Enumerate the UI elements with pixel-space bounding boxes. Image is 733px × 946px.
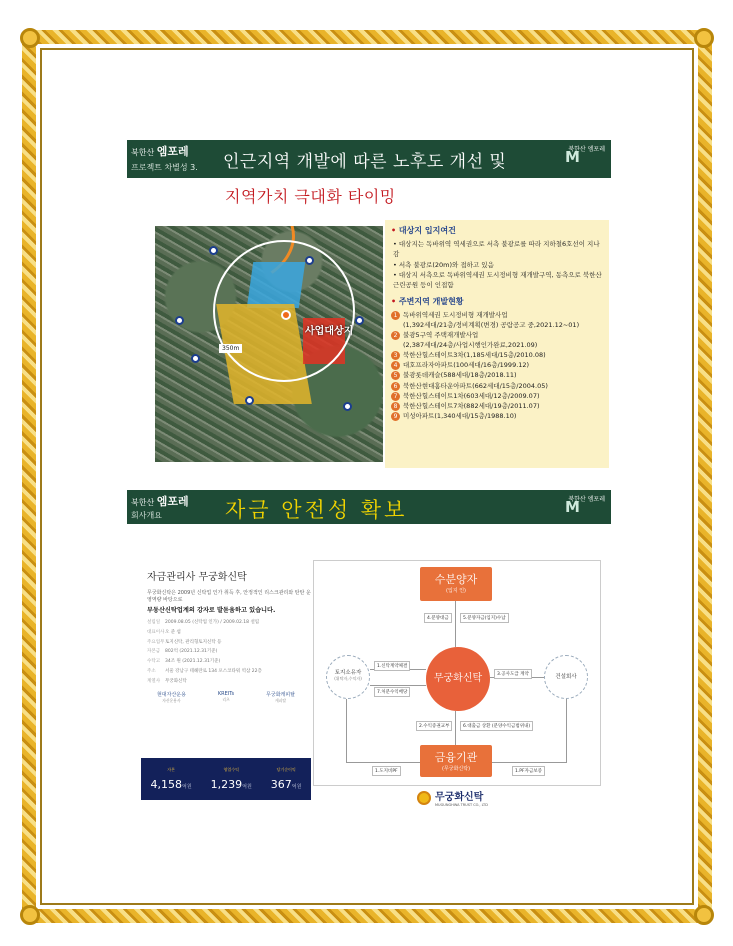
flow-label: 7.처분수익배당 (374, 687, 410, 697)
arrow (492, 762, 566, 763)
project-item: 1 독바위역세권 도시정비형 재개발사업 (391, 310, 603, 320)
project-item: 5 불광롯데캐슬(588세대/18층/2018.11) (391, 370, 603, 380)
slide-subtitle: 지역가치 극대화 타이밍 (225, 187, 396, 206)
slide-title: 인근지역 개발에 따른 노후도 개선 및 (223, 152, 507, 172)
company-desc: 무궁화신탁은 2009년 신탁업 인가 취득 후, 안정적인 리스크관리와 탄탄 운영역량 바탕으로 (147, 590, 311, 603)
info-row: 계열사 무궁화신탁 (147, 678, 187, 684)
flow-label: 1.신탁계약체결 (374, 661, 410, 671)
project-item: 6 북한산현대홈타운아파트(662세대/15층/2004.05) (391, 381, 603, 391)
map-pin-icon (191, 354, 200, 363)
arrow (370, 685, 426, 686)
info-heading: • 주변지역 개발현황 (391, 296, 464, 306)
flow-label: 4.분양대금 (424, 613, 452, 623)
info-panel (385, 220, 609, 468)
slide-location (127, 140, 611, 470)
project-item: 3 북한산힐스테이트3차(1,185세대/15층/2010.08) (391, 350, 603, 360)
info-row: 자본금 802억 (2021.12.31기준) (147, 649, 218, 655)
affiliate-logo: KREITs 리츠 (217, 691, 235, 703)
brand-logo: M 북한산 엠포레 (565, 496, 605, 516)
map-pin-icon (355, 316, 364, 325)
company-tagline: 부동산신탁업계의 강자로 발돋움하고 있습니다. (147, 607, 276, 614)
map-pin-icon (245, 396, 254, 405)
project-item: 2 불광5구역 주택재개발사업 (391, 330, 603, 340)
project-item: 4 대호프라자아파트(100세대/16층/1999.12) (391, 360, 603, 370)
brand: 북한산 엠포레 (131, 495, 189, 508)
map-pin-icon (305, 256, 314, 265)
slide-banner (127, 140, 611, 178)
frame-corner (20, 905, 40, 925)
flow-label: 2.수익증권교부 (416, 721, 452, 731)
arrow (566, 699, 567, 763)
condition-item: • 대상지 서측으로 독바위역세권 도시정비형 재개발구역, 동측으로 북한산 근린공원 등이 인접함 (393, 270, 602, 289)
company-info-table (141, 620, 311, 685)
stats-bar (141, 758, 311, 800)
flow-label: 1.도지비PF (372, 766, 401, 776)
map-pin-icon (175, 316, 184, 325)
flow-label: 6.대출금 상환 (분양수익금범위내) (460, 721, 533, 731)
company-panel (141, 560, 311, 756)
flow-label: 1.PF자금보증 (512, 766, 545, 776)
project-list (391, 310, 603, 421)
brand-logo: M 북한산 엠포레 (565, 146, 605, 166)
condition-item: • 서측 불광로(20m)와 접하고 있음 (393, 260, 494, 269)
brand: 북한산 엠포레 (131, 145, 189, 158)
bank-box: 금융기관 (무궁화신탁) (420, 745, 492, 777)
condition-item: • 대상지는 독바위역 역세권으로 서측 불광로를 따라 지하철6호선이 지나감 (393, 240, 600, 259)
affiliate-logo: 현대자산운용 자산운용사 (156, 692, 186, 704)
project-item: 9 미성아파트(1,340세대/15층/1988.10) (391, 411, 603, 421)
flow-label: 5.분양자금(입지)수납 (460, 613, 509, 623)
buyer-box: 수분양자 (입지 인) (420, 567, 492, 601)
section-label: 회사개요 (131, 511, 162, 520)
arrow (455, 601, 456, 647)
trust-circle: 무궁화신탁 (426, 647, 490, 711)
affiliate-logos (141, 691, 311, 704)
map-pin-icon (209, 246, 218, 255)
stat-capital: 자본 4,158억원 (150, 766, 192, 791)
arrow (346, 762, 420, 763)
arrow (346, 699, 347, 763)
info-row: 주소 서울 강남구 테헤란로 134 포스코타워 역삼 22층 (147, 668, 262, 674)
distance-label: 350m (219, 344, 242, 353)
owner-node: 토지소유자 (위탁자,수익자) (326, 655, 370, 699)
info-heading: • 대상지 입지여건 (391, 226, 456, 235)
project-detail: (1,392세대/21층/정비계획(변경) 공람공고 중,2021.12~01) (403, 321, 580, 330)
info-row: 수탁고 34조 원 (2021.12.31기준) (147, 659, 221, 664)
aerial-map (155, 226, 383, 462)
fund-flow-diagram (313, 560, 601, 786)
project-item: 8 북한산힐스테이트7차(882세대/19층/2011.07) (391, 401, 603, 411)
flow-label: 3.공사도급 계약 (494, 669, 532, 679)
section-label: 프로젝트 차별성 3. (131, 163, 198, 172)
info-row: 설립일 2009.08.05 (신탁업 인가) / 2009.02.18 설립 (147, 620, 260, 625)
affiliate-logo: 무궁화캐피탈 캐피탈 (266, 692, 296, 704)
info-row: 대표이사 오 준 섭 (147, 629, 181, 635)
frame-corner (694, 28, 714, 48)
slide-title: 자금 안전성 확보 (225, 498, 408, 522)
map-pin-icon (343, 402, 352, 411)
stat-revenue: 영업수익 1,239억원 (210, 766, 252, 791)
stat-net-income: 당기순이익 367억원 (270, 766, 302, 791)
frame-corner (694, 905, 714, 925)
project-detail: (2,387세대/24층/사업시행인가완료,2021.09) (403, 341, 538, 350)
trust-logo: 무궁화신탁 MUGUNGHWA TRUST CO., LTD (417, 788, 488, 807)
project-item: 7 북한산힐스테이트1차(603세대/12층/2009.07) (391, 391, 603, 401)
arrow (455, 711, 456, 745)
slide-finance (127, 490, 611, 820)
frame-corner (20, 28, 40, 48)
center-marker (281, 310, 291, 320)
info-row: 주요업무 토지신탁, 관리형토지신탁 등 (147, 639, 222, 645)
slide-banner (127, 490, 611, 524)
site-label: 사업대상지 (305, 326, 354, 337)
builder-node: 건설회사 (544, 655, 588, 699)
company-title: 자금관리사 무궁화신탁 (147, 572, 247, 583)
sun-icon (417, 791, 431, 805)
